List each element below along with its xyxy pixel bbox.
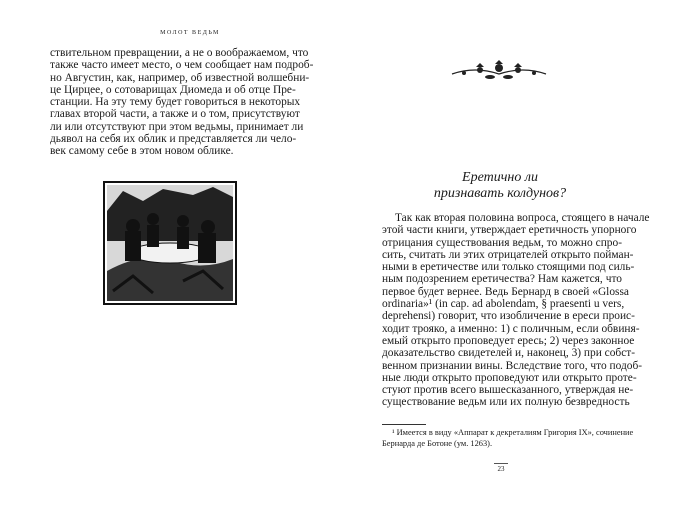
text-line: ли или отсутствуют при этом ведьмы, принимает ли <box>50 120 304 133</box>
page-number: 23 <box>494 463 508 473</box>
text-line: ordinaria»¹ (in cap. ad abolendam, § praesenti u vers, <box>382 298 625 311</box>
text-line: существование ведьм или их полную безвредность <box>382 396 630 409</box>
text-line: станции. На эту тему будет говориться в некоторых <box>50 96 301 109</box>
text-line: первое будет вернее. Ведь Бернард в своей «Glossa <box>382 285 629 298</box>
right-page-text <box>382 212 650 409</box>
footnote-rule <box>382 424 426 425</box>
text-line: дьявол на себя их облик и представляется ли чело- <box>50 133 297 146</box>
text-line: ходит трояко, а именно: 1) с поличным, если обвиня- <box>382 322 640 335</box>
text-line: ными в еретичестве или только стоящими под силь- <box>382 261 635 274</box>
woodcut-illustration <box>103 181 237 305</box>
footnote <box>382 427 634 449</box>
text-line: це Цирцее, о сотоварищах Диомеда и об отце Пре- <box>50 83 296 96</box>
text-line: ные люди открыто проповедуют или открыто проте- <box>382 371 637 384</box>
text-line: стуют против всего вышесказанного, утверждая не- <box>382 384 634 397</box>
text-line: отрицания существования ведьм, то можно спро- <box>382 236 622 249</box>
left-page-text <box>50 47 314 158</box>
chapter-heading-line-2: признавать колдунов? <box>433 186 567 201</box>
text-line: deprehensi) говорит, что изобличение в ереси проис- <box>382 310 635 323</box>
text-line: Так как вторая половина вопроса, стоящего в начале <box>395 212 650 224</box>
footnote-line: Бернарда де Ботоне (ум. 1263). <box>382 439 493 448</box>
running-head: МОЛОТ ВЕДЬМ <box>160 30 220 36</box>
footnote-line: ¹ Имеется в виду «Аппарат к декреталиям Григория IX», сочинение <box>392 428 634 437</box>
text-line: емый открыто проповедует ересь; 2) через законное <box>382 334 635 347</box>
text-line: главах второй части, а также и о том, присутствуют <box>50 108 300 121</box>
text-line: век самому себе в этом новом облике. <box>50 145 234 158</box>
text-line: но Августин, как, например, об известной волшебни- <box>50 71 310 84</box>
chapter-heading-line-1: Еретично ли <box>462 170 538 185</box>
text-line: этой части книги, утверждает еретичность упорного <box>382 224 637 237</box>
text-line: ным подозрением еретичества? Нам кажется, что <box>382 273 622 286</box>
text-line: также часто имеет место, о чем сообщает нам подроб- <box>50 59 314 72</box>
text-line: доказательство свидетелей и, наконец, 3) при собст- <box>382 347 636 360</box>
text-line: венном признании вины. Вследствие того, что подоб- <box>382 359 643 372</box>
text-line: сить, считать ли этих отрицателей открыто пойман- <box>382 248 634 261</box>
text-line: ствительном превращении, а не о воображаемом, что <box>50 47 309 59</box>
thistle-ornament <box>450 60 548 82</box>
